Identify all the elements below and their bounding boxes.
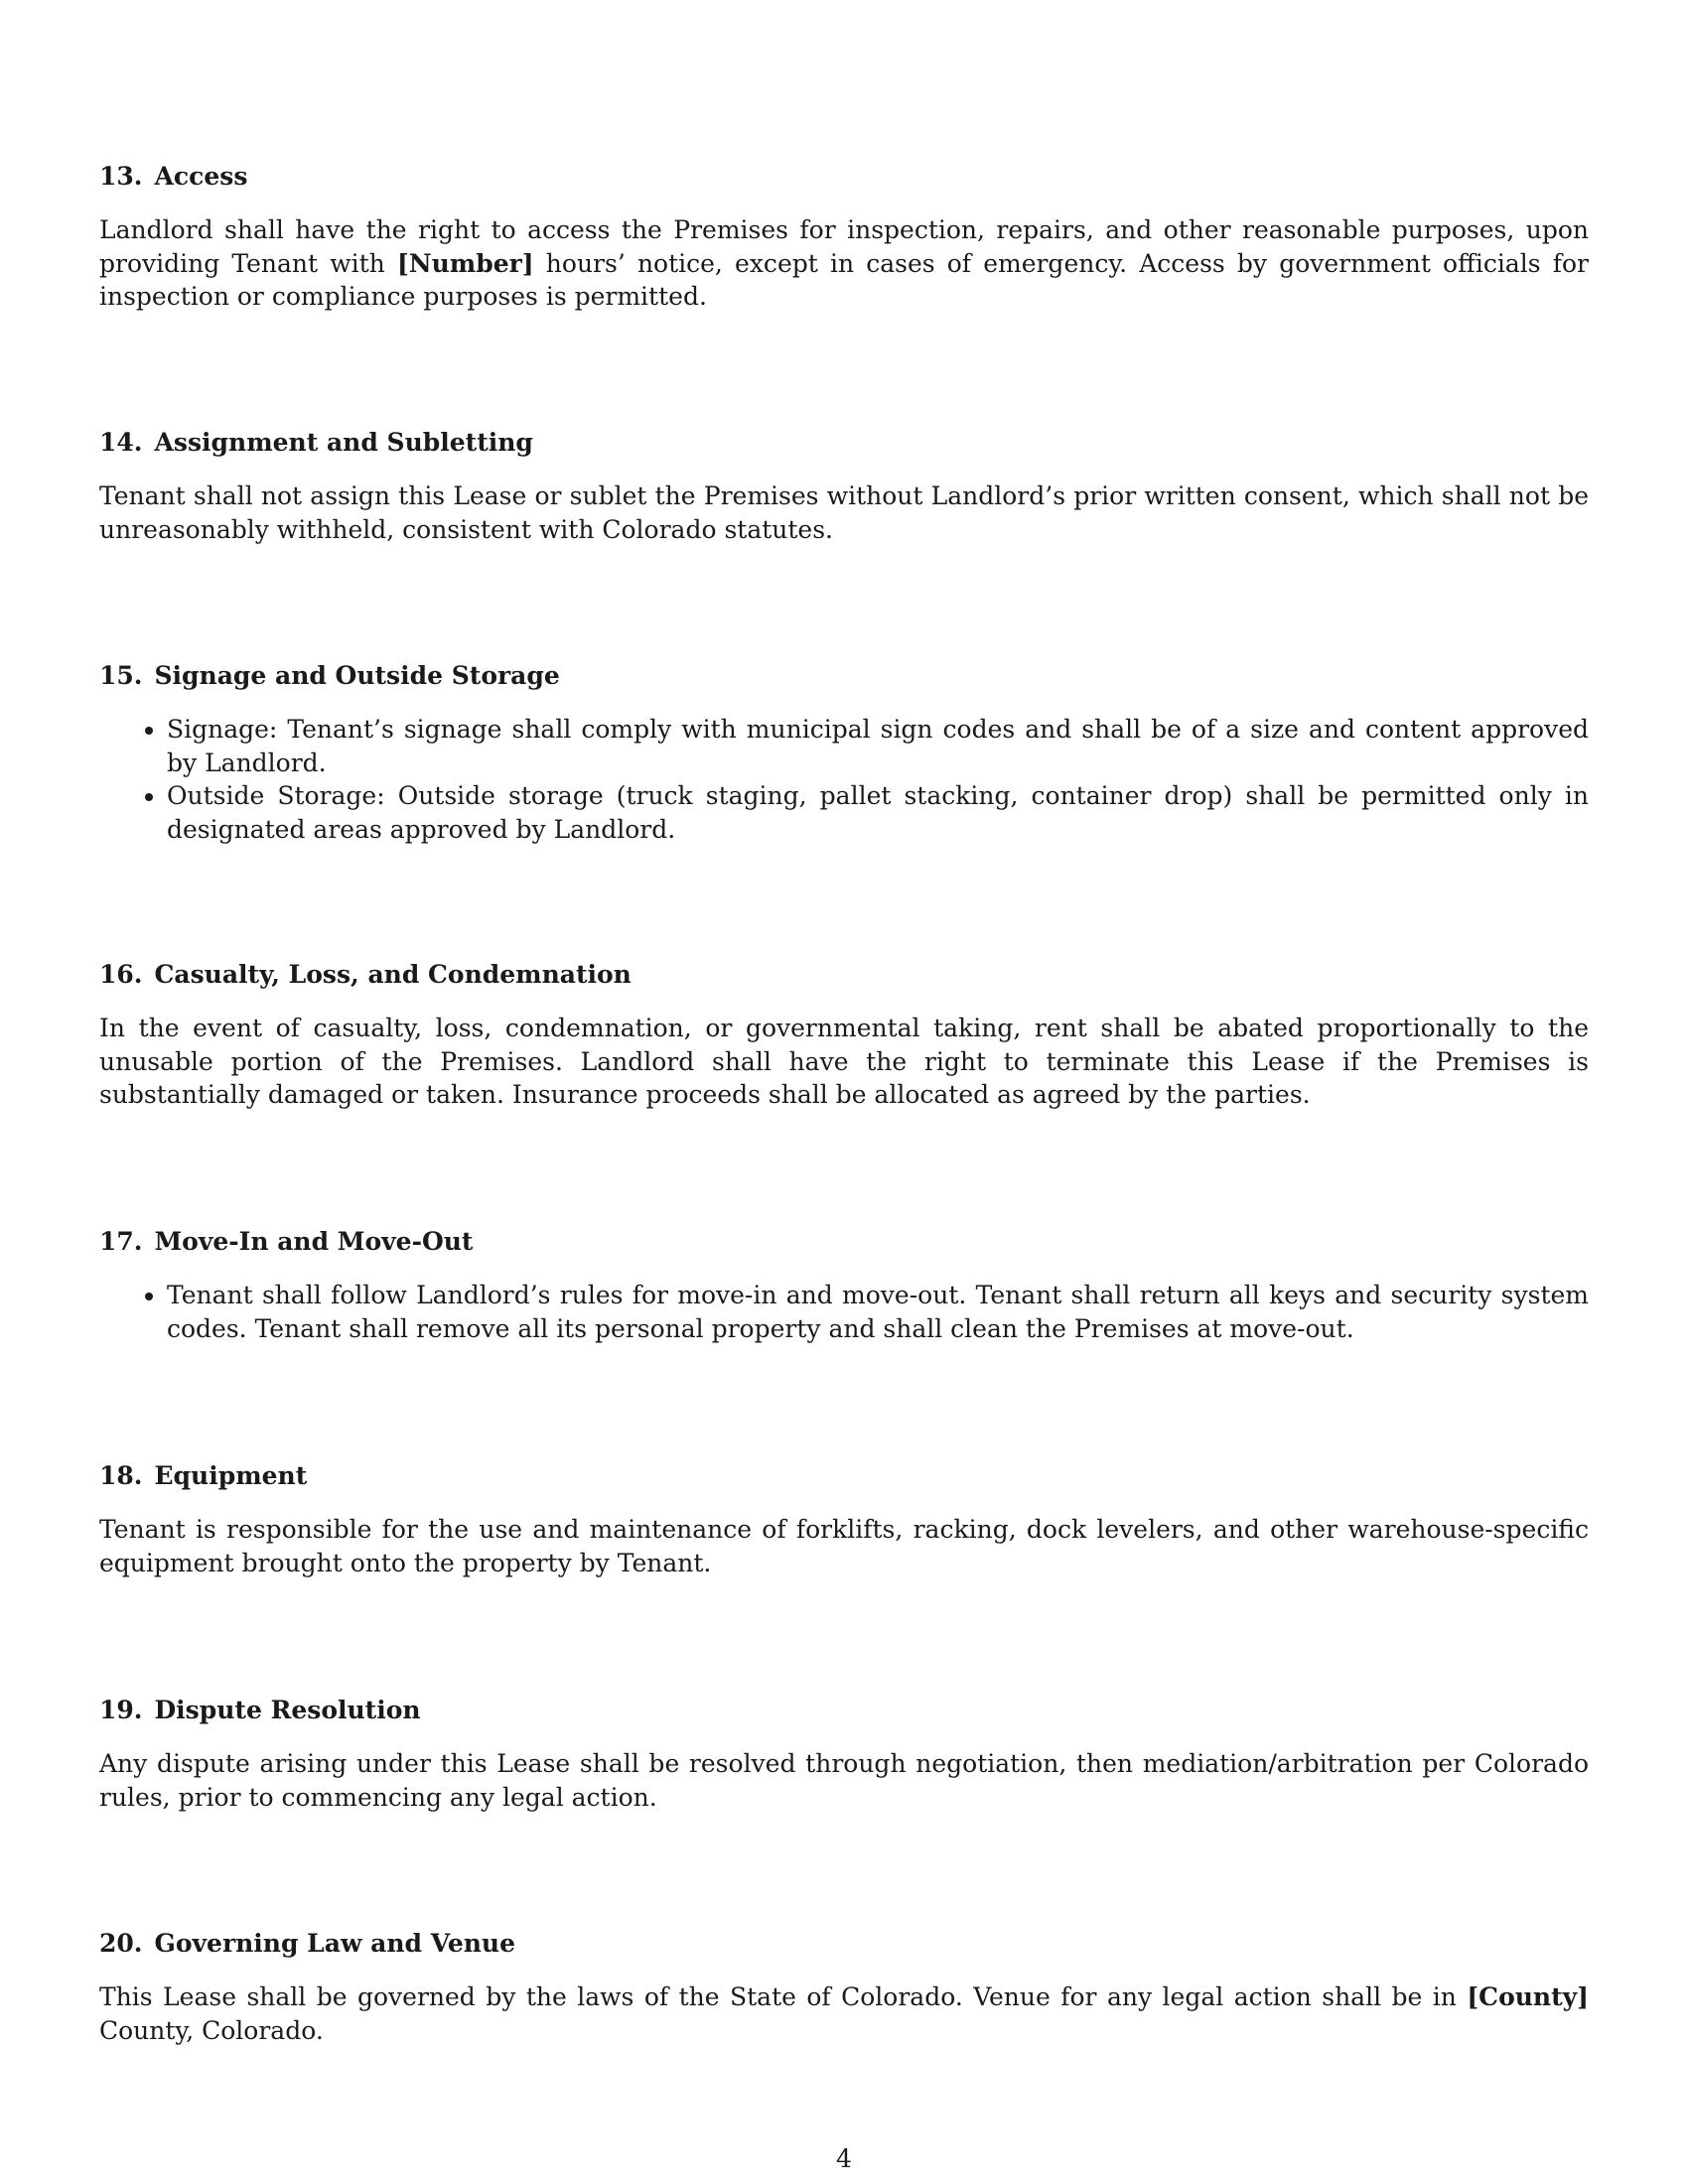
page-number: 4: [836, 2144, 852, 2173]
list-item: • Signage: Tenant’s signage shall comply with municipal sign codes and shall be of a size and content approved by Landlord.: [167, 713, 1589, 779]
section-body: In the event of casualty, loss, condemnation, or governmental taking, rent shall be abated proportionally to the unusable portion of the Premises. Landlord shall have the right to terminate this Lease if the Premises is substantially damaged or taken. Insurance proceeds shall be allocated as agreed by the parties.: [99, 1014, 1589, 1109]
section-13-access: [99, 162, 1589, 314]
section-16-casualty: [99, 960, 1589, 1112]
list-item: • Tenant shall follow Landlord’s rules for move-in and move-out. Tenant shall return all keys and security system codes. Tenant shall remove all its personal property and shall clean the Premises at move-out.: [167, 1279, 1589, 1345]
section-heading: 15. Signage and Outside Storage: [99, 661, 560, 690]
section-body: This Lease shall be governed by the laws of the State of Colorado. Venue for any legal action shall be in [County] County, Colorado.: [99, 1982, 1589, 2045]
bullet-list: [99, 1279, 1589, 1345]
section-body: Tenant shall not assign this Lease or sublet the Premises without Landlord’s prior written consent, which shall not be unreasonably withheld, consistent with Colorado statutes.: [99, 481, 1589, 544]
section-heading: 17. Move-In and Move-Out: [99, 1227, 474, 1256]
section-17-move: [99, 1227, 1589, 1345]
section-body: Any dispute arising under this Lease shall be resolved through negotiation, then mediation/arbitration per Colorado rules, prior to commencing any legal action.: [99, 1749, 1589, 1812]
section-heading: 14. Assignment and Subletting: [99, 428, 533, 457]
section-heading: 13. Access: [99, 162, 248, 191]
placeholder-number: [Number]: [396, 248, 534, 278]
section-15-signage: [99, 661, 1589, 846]
section-heading: 20. Governing Law and Venue: [99, 1929, 515, 1958]
section-heading: 19. Dispute Resolution: [99, 1696, 421, 1724]
bullet-list: [99, 713, 1589, 846]
section-20-governing-law: [99, 1929, 1589, 2047]
section-body: Tenant is responsible for the use and maintenance of forklifts, racking, dock levelers, and other warehouse-specific equipment brought onto the property by Tenant.: [99, 1515, 1589, 1577]
section-body: Landlord shall have the right to access the Premises for inspection, repairs, and other reasonable purposes, upon providing Tenant with [Number] hours’ notice, except in cases of emergency. Access by government officials for inspection or compliance purposes is permitted.: [99, 215, 1589, 311]
section-14-assignment: [99, 428, 1589, 546]
section-18-equipment: [99, 1461, 1589, 1579]
section-heading: 16. Casualty, Loss, and Condemnation: [99, 960, 632, 989]
section-heading: 18. Equipment: [99, 1461, 308, 1490]
list-item: • Outside Storage: Outside storage (truck staging, pallet stacking, container drop) shall be permitted only in designated areas approved by Landlord.: [167, 779, 1589, 846]
placeholder-county: [County]: [1467, 1982, 1589, 2011]
section-19-dispute: [99, 1696, 1589, 1814]
